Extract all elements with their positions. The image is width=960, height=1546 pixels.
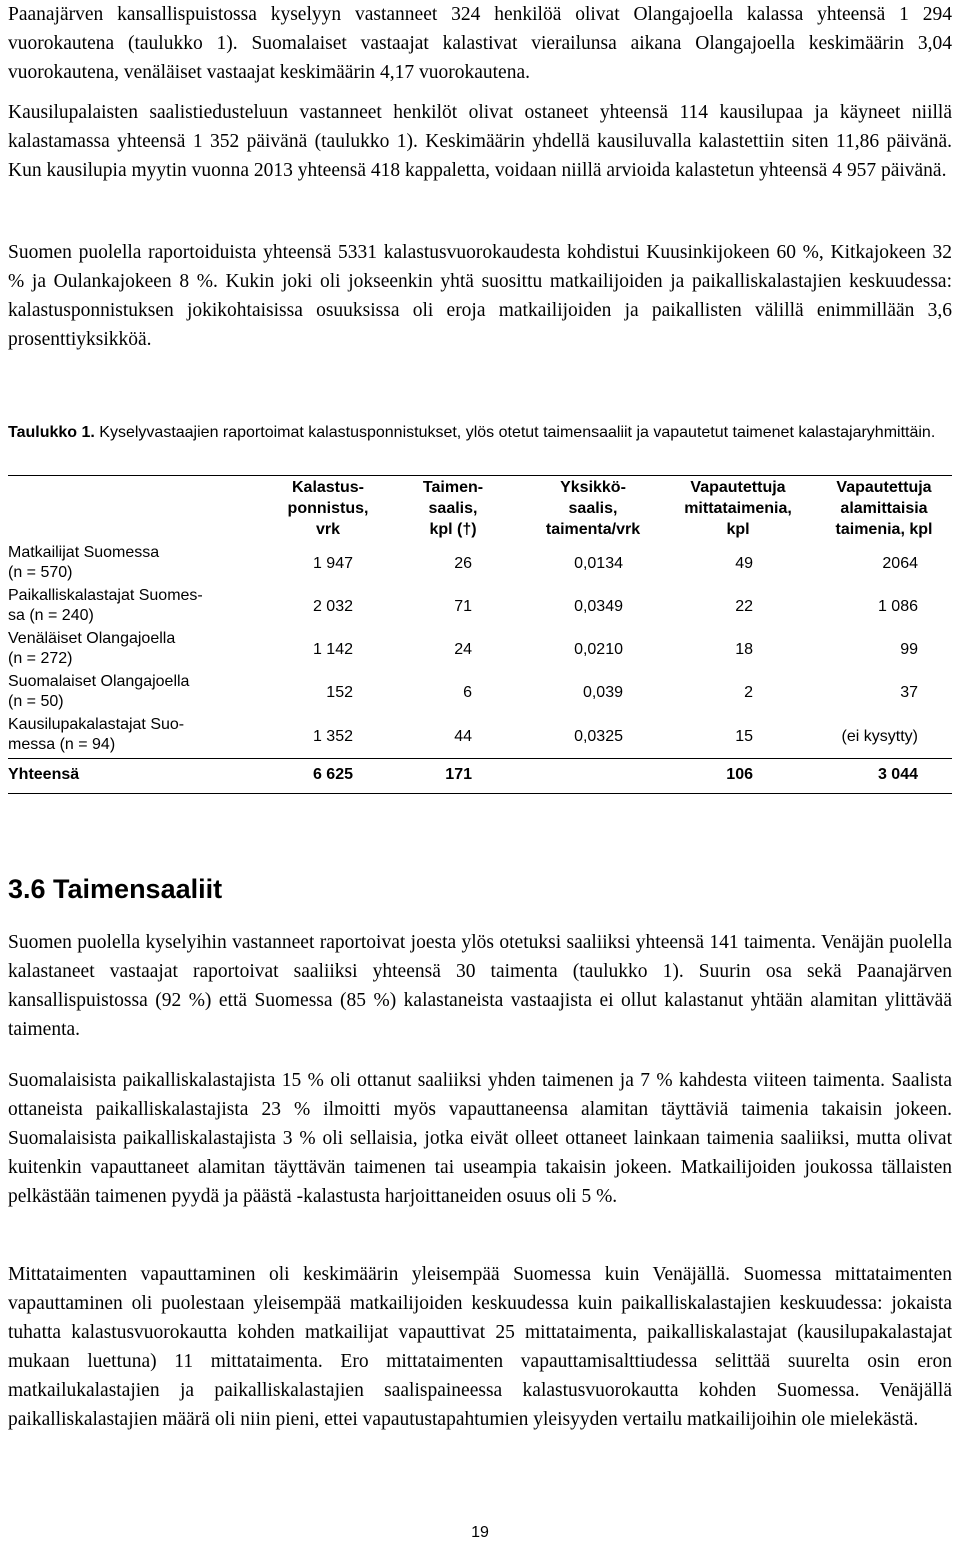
data-table xyxy=(8,475,952,795)
table-row-label: Kausilupakalastajat Suo- messa (n = 94) xyxy=(8,716,185,753)
table-cell: 6 xyxy=(463,684,472,701)
table-bottom-rule xyxy=(8,793,952,794)
table-cell: 0,0134 xyxy=(574,555,623,572)
section-heading: 3.6 Taimensaaliit xyxy=(8,874,223,904)
table-row-label: Paikalliskalastajat Suomes- sa (n = 240) xyxy=(8,587,203,624)
table-cell: 49 xyxy=(735,555,753,572)
table-cell: 37 xyxy=(900,684,918,701)
table-row-label: Matkailijat Suomessa (n = 570) xyxy=(8,544,160,581)
page-number: 19 xyxy=(471,1524,489,1541)
table-total-cell: 106 xyxy=(726,766,753,783)
table-cell: (ei kysytty) xyxy=(841,728,918,745)
paragraph-5: Suomalaisista paikalliskalastajista 15 % oli ottanut saaliiksi yhden taimenen ja 7 % kahdesta viiteen taimenta. Saalista ottaneista paikalliskalastajista 23 % ilmoitti myös vapauttaneensa alamitan täyttäviä taimenia takaisin jokeen. Suomalaisista paikalliskalastajista 3 % oli sellaisia, jotka eivät olleet ottaneet lainkaan taimenia saaliiksi, mutta olivat kuitenkin vapauttaneet alamitan täyttävän taimenen tai useampia takaisin jokeen. Matkailijoiden joukossa tällaisten pelkästään taimenen pyydä ja päästä -kalastusta harjoittaneiden osuus oli 5 %. xyxy=(8,1070,952,1207)
table-cell: 26 xyxy=(454,555,472,572)
table-cell: 2064 xyxy=(882,555,918,572)
table-cell: 18 xyxy=(735,641,753,658)
table-cell: 71 xyxy=(454,598,472,615)
paragraph-4: Suomen puolella kyselyihin vastanneet raportoivat joesta ylös otetuksi saaliiksi yhteensä 141 taimenta. Venäjän puolella kalastaneet vastaajat raportoivat saaliiksi yhteensä 30 taimenta (taulukko 1). Suurin osa sekä Paanajärven kansallispuistossa (92 %) että Suomessa (85 %) kalastaneista vastaajista ei ollut kalastanut yhtään alamitan ylittävää taimenta. xyxy=(8,932,952,1040)
column-header-effort: Kalastus- ponnistus, vrk xyxy=(287,479,369,538)
paragraph-1: Paanajärven kansallispuistossa kyselyyn vastanneet 324 henkilöä olivat Olangajoella kalassa yhteensä 1 294 vuorokautena (taulukko 1). Suomalaiset vastaajat kalastivat vierailunsa aikana Olangajoella keskimäärin 3,04 vuorokautena, venäläiset vastaajat keskimäärin 4,17 vuorokautena. xyxy=(8,4,952,83)
table-row-label: Suomalaiset Olangajoella (n = 50) xyxy=(8,673,190,710)
column-header-released-undersized: Vapautettuja alamittaisia taimenia, kpl xyxy=(835,479,933,538)
table-cell: 44 xyxy=(454,728,472,745)
column-header-released-legal: Vapautettuja mittataimenia, kpl xyxy=(684,479,792,538)
column-header-cpue: Yksikkö- saalis, taimenta/vrk xyxy=(545,479,641,538)
table-total-rule xyxy=(8,758,952,759)
table-cell: 24 xyxy=(454,641,472,658)
table-cell: 0,0210 xyxy=(574,641,623,658)
table-total-cell: 171 xyxy=(445,766,472,783)
table-cell: 15 xyxy=(735,728,753,745)
table-cell: 0,039 xyxy=(582,684,623,701)
paragraph-3: Suomen puolella raportoiduista yhteensä 5331 kalastusvuorokaudesta kohdistui Kuusinkijokeen 60 %, Kitkajokeen 32 % ja Oulankajokeen 8 %. Kukin joki oli jokseenkin yhtä suosittu matkailijoiden ja paikalliskalastajien keskuudessa: kalastusponnistuksen jokikohtaisissa osuuksissa oli eroja matkailijoiden ja paikallisten välillä enimmillään 3,6 prosenttiyksikköä. xyxy=(8,242,952,350)
table-caption-label: Taulukko 1. xyxy=(8,424,95,441)
table-cell: 0,0349 xyxy=(574,598,623,615)
table-total-label: Yhteensä xyxy=(8,766,80,783)
table-cell: 2 032 xyxy=(312,598,353,615)
table-cell: 99 xyxy=(900,641,918,658)
table-cell: 22 xyxy=(735,598,753,615)
table-total-cell: 3 044 xyxy=(877,766,918,783)
table-cell: 1 086 xyxy=(877,598,918,615)
table-top-rule xyxy=(8,475,952,476)
table-cell: 1 142 xyxy=(312,641,353,658)
table-cell: 1 352 xyxy=(312,728,353,745)
table-total-cell: 6 625 xyxy=(312,766,353,783)
table-cell: 1 947 xyxy=(312,555,353,572)
table-caption-text: Kyselyvastaajien raportoimat kalastusponnistukset, ylös otetut taimensaaliit ja vapautetut taimenet kalastajaryhmittäin. xyxy=(94,424,936,441)
column-header-catch: Taimen- saalis, kpl (†) xyxy=(422,479,484,538)
table-cell: 0,0325 xyxy=(574,728,623,745)
paragraph-6: Mittataimenten vapauttaminen oli keskimäärin yleisempää Suomessa kuin Venäjällä. Suomessa mittataimenten vapauttaminen oli puolestaan yleisempää matkailijoiden keskuudessa kuin paikalliskalastajien keskuudessa: jokaista tuhatta kalastusvuorokautta kohden matkailijat vapauttivat 25 mittataimenta, paikalliskalastajat (kausilupakalastajat mukaan luettuna) 11 mittataimenta. Ero mittataimenten vapauttamisalttiudessa selittää suurelta osin eron matkailukalastajien ja paikalliskalastajien saalispaineessa kalastusvuorokautta kohden Suomessa. Venäjällä paikalliskalastajien määrä oli niin pieni, ettei vapautustapahtumien yleisyyden vertailu matkailijoihin ole mielekästä. xyxy=(8,1264,952,1430)
paragraph-2: Kausilupalaisten saalistiedusteluun vastanneet henkilöt olivat ostaneet yhteensä 114 kausilupaa ja käyneet niillä kalastamassa yhteensä 1 352 päivänä (taulukko 1). Keskimäärin yhdellä kausiluvalla kalastettiin siten 11,86 päivänä. Kun kausilupia myytin vuonna 2013 yhteensä 418 kappaletta, voidaan niillä arvioida kalastetun yhteensä 4 957 päivänä. xyxy=(8,102,952,181)
table-caption xyxy=(8,422,952,443)
table-cell: 152 xyxy=(326,684,353,701)
table-cell: 2 xyxy=(744,684,753,701)
table-row-label: Venäläiset Olangajoella (n = 272) xyxy=(8,630,176,667)
